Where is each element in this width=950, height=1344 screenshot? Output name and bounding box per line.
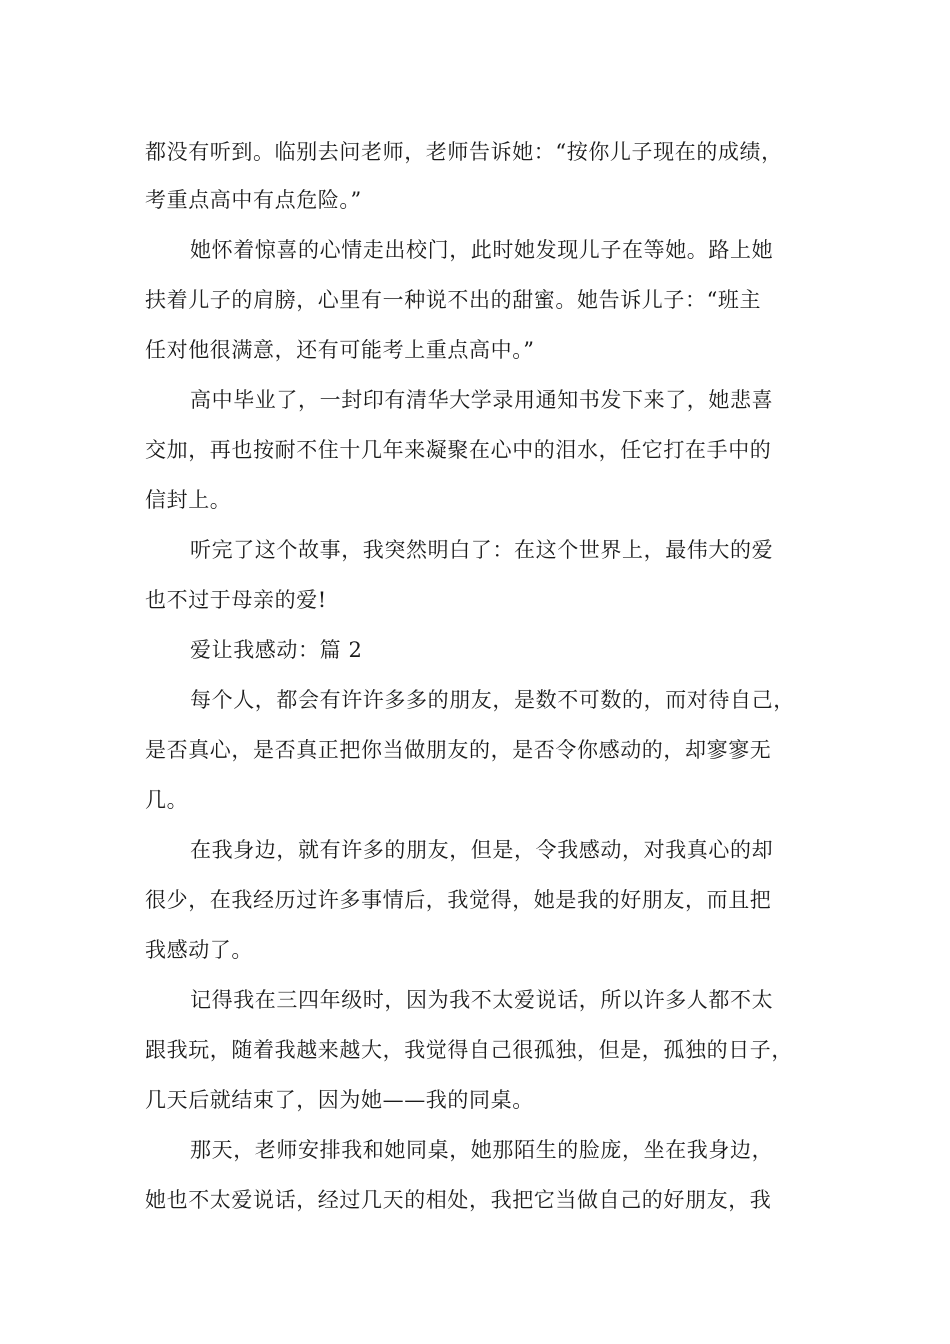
text-line: 那天，老师安排我和她同桌，她那陌生的脸庞，坐在我身边， bbox=[190, 1138, 774, 1162]
text-line: 她怀着惊喜的心情走出校门，此时她发现儿子在等她。路上她 bbox=[190, 238, 774, 262]
text-line: 任对他很满意，还有可能考上重点高中。” bbox=[145, 338, 535, 362]
text-line: 也不过于母亲的爱! bbox=[145, 588, 327, 612]
text-line: 信封上。 bbox=[145, 488, 232, 512]
section-heading: 爱让我感动：篇 2 bbox=[190, 638, 363, 662]
text-line: 跟我玩，随着我越来越大，我觉得自己很孤独，但是，孤独的日子， bbox=[145, 1038, 793, 1062]
text-line: 很少，在我经历过许多事情后，我觉得，她是我的好朋友，而且把 bbox=[145, 888, 772, 912]
text-line: 几天后就结束了，因为她——我的同桌。 bbox=[145, 1088, 534, 1112]
text-line: 高中毕业了，一封印有清华大学录用通知书发下来了，她悲喜 bbox=[190, 388, 774, 412]
text-line: 扶着儿子的肩膀，心里有一种说不出的甜蜜。她告诉儿子：“班主 bbox=[145, 288, 762, 312]
text-line: 记得我在三四年级时，因为我不太爱说话，所以许多人都不太 bbox=[190, 988, 774, 1012]
text-line: 都没有听到。临别去问老师，老师告诉她：“按你儿子现在的成绩， bbox=[145, 140, 783, 164]
text-line: 在我身边，就有许多的朋友，但是，令我感动，对我真心的却 bbox=[190, 838, 774, 862]
text-line: 听完了这个故事，我突然明白了：在这个世界上，最伟大的爱 bbox=[190, 538, 774, 562]
text-line: 是否真心，是否真正把你当做朋友的，是否令你感动的，却寥寥无 bbox=[145, 738, 772, 762]
text-line: 每个人，都会有许许多多的朋友，是数不可数的，而对待自己， bbox=[190, 688, 795, 712]
text-line: 考重点高中有点危险。” bbox=[145, 188, 362, 212]
text-line: 交加，再也按耐不住十几年来凝聚在心中的泪水，任它打在手中的 bbox=[145, 438, 772, 462]
text-line: 几。 bbox=[145, 788, 189, 812]
text-line: 我感动了。 bbox=[145, 938, 253, 962]
text-line: 她也不太爱说话，经过几天的相处，我把它当做自己的好朋友，我 bbox=[145, 1188, 772, 1212]
